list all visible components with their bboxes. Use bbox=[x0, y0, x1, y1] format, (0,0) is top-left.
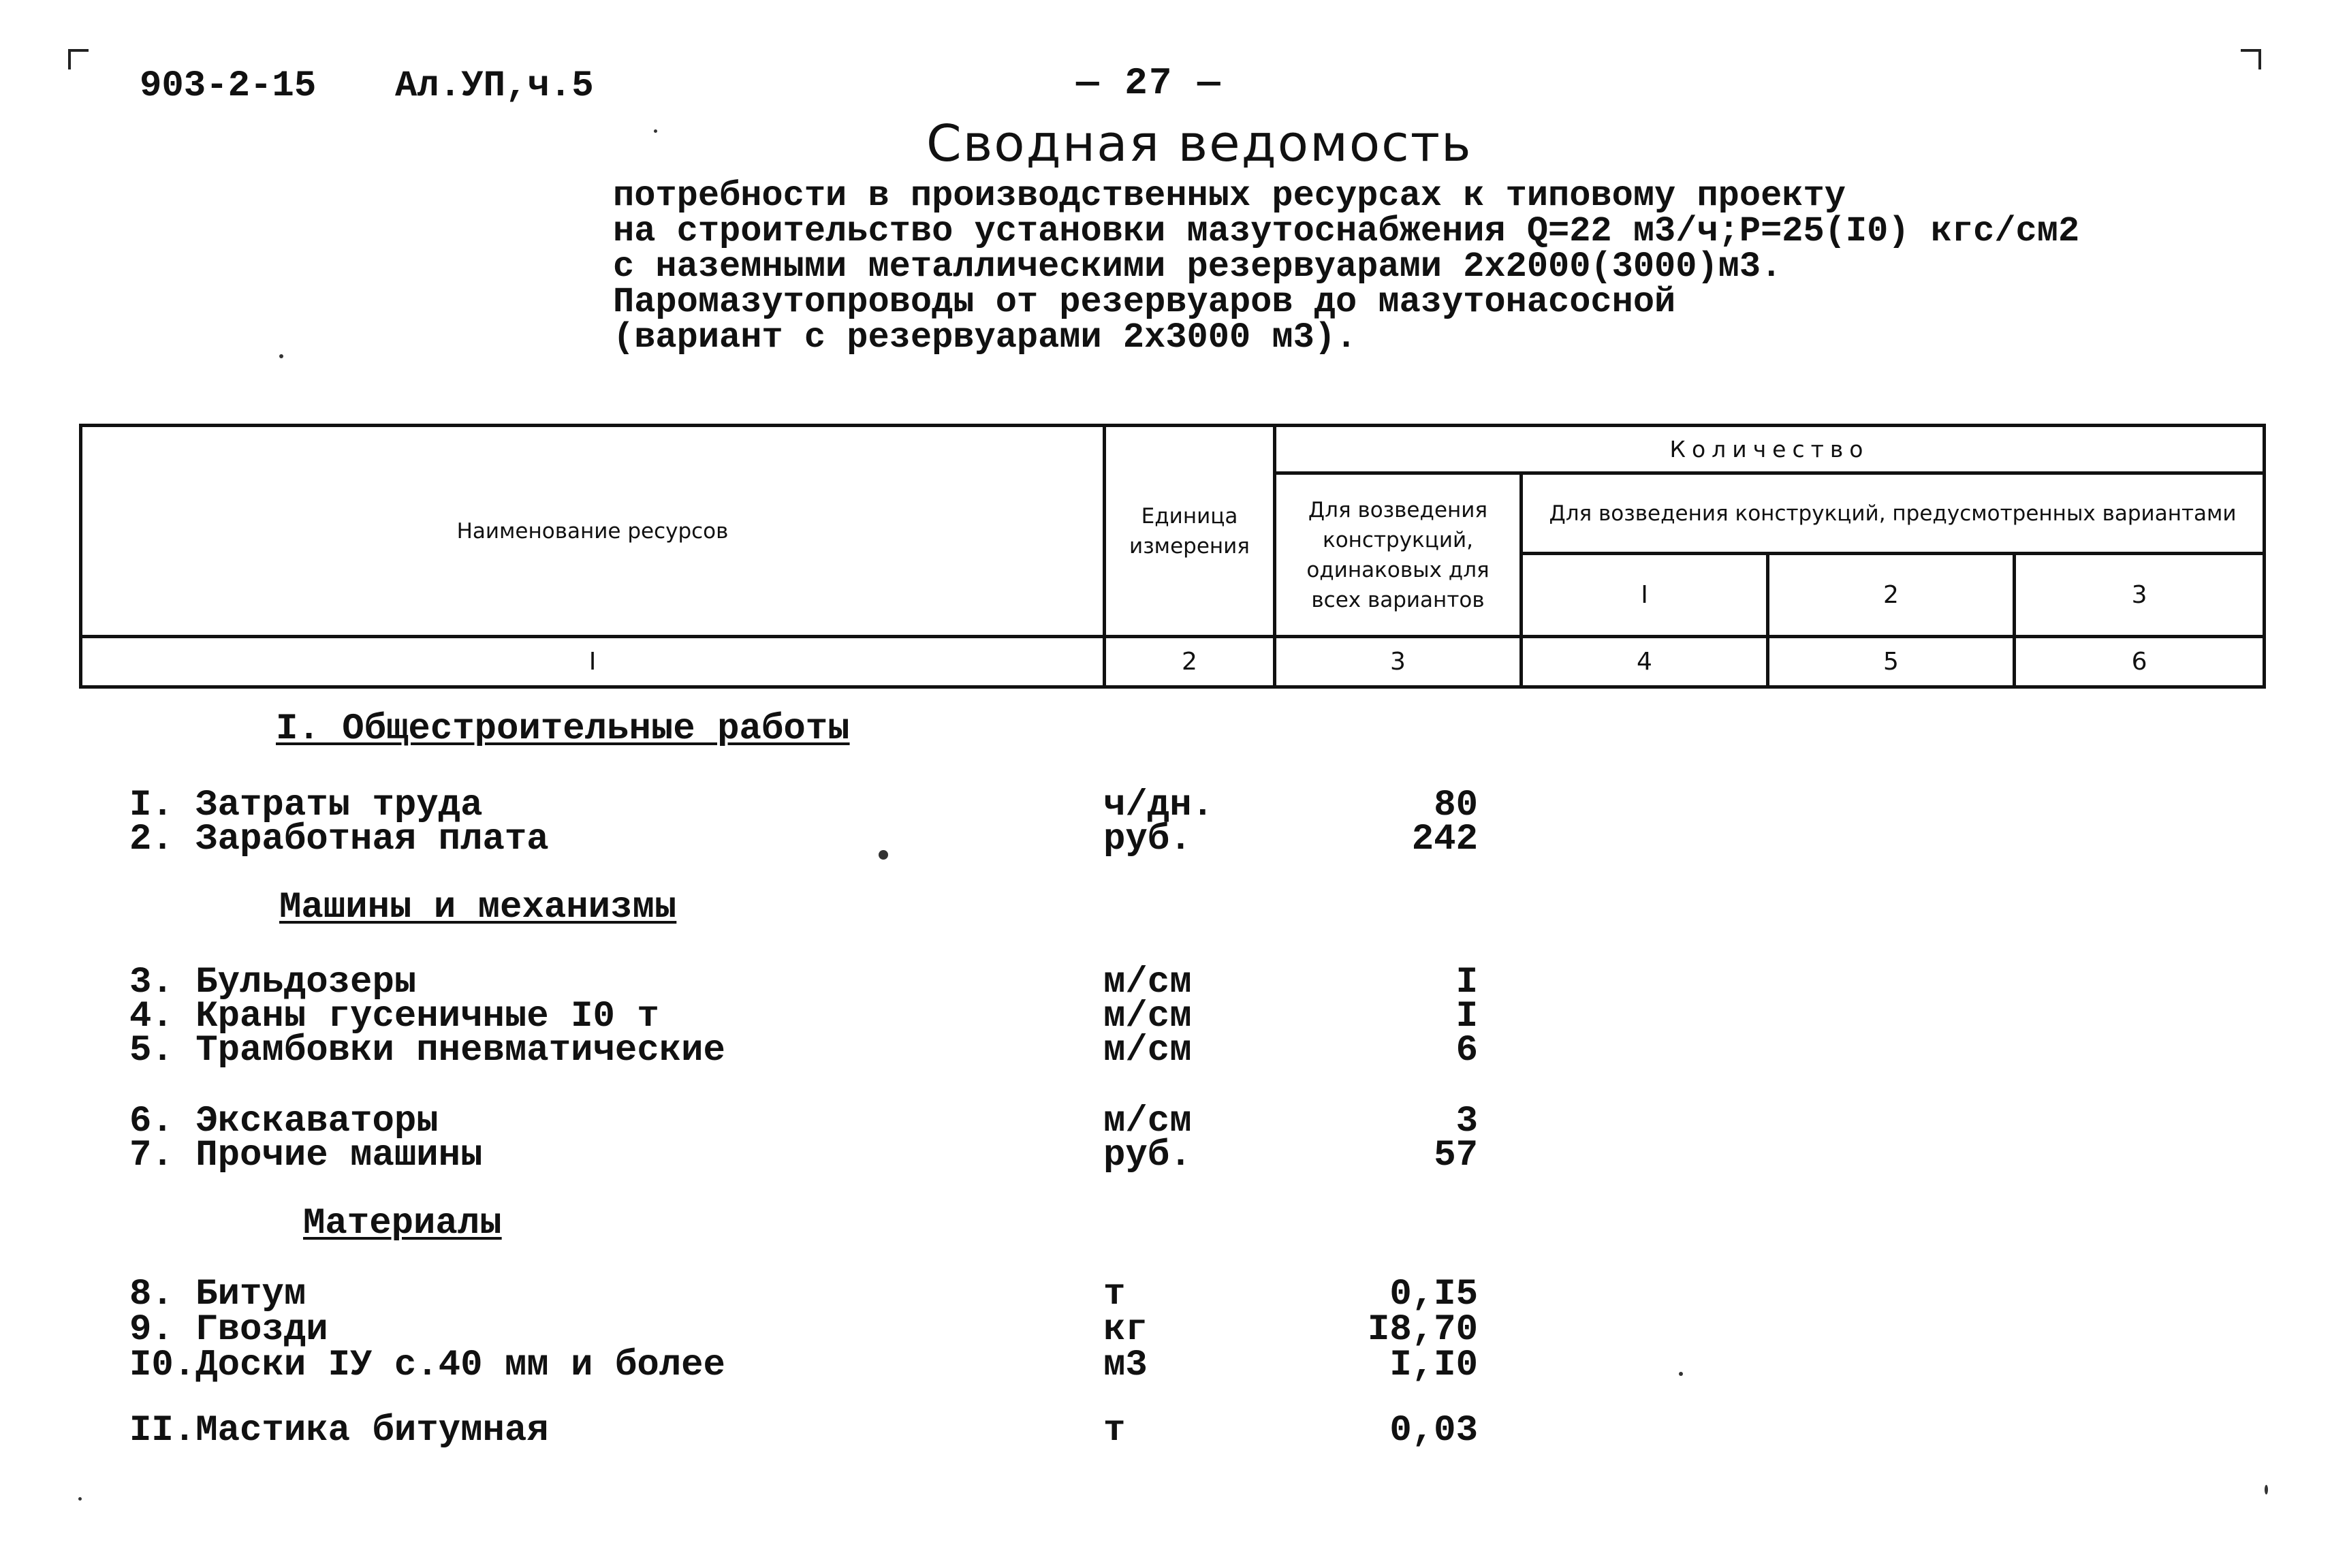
resource-name: 3. Бульдозеры bbox=[129, 962, 417, 1003]
section-title bbox=[276, 708, 850, 750]
subtitle-line: потребности в производственных ресурсах к типовому проекту bbox=[613, 176, 1846, 216]
section-title: Машины и механизмы bbox=[279, 887, 677, 928]
resource-name: 6. Экскаваторы bbox=[129, 1101, 439, 1142]
document-title: Сводная ведомость bbox=[926, 114, 1472, 173]
resource-quantity: I8,70 bbox=[1367, 1309, 1478, 1351]
document-subtitle bbox=[613, 178, 2079, 356]
resource-name: I. Затраты труда bbox=[129, 785, 483, 826]
resource-unit: т bbox=[1103, 1410, 1126, 1452]
scan-speck bbox=[654, 129, 657, 133]
scan-speck bbox=[879, 850, 888, 860]
column-number: 5 bbox=[1768, 637, 2015, 687]
section-title-text: I. Общестроительные работы bbox=[276, 708, 850, 750]
header-variant-constructions: Для возведения конструкций, предусмотренных вариантами bbox=[1522, 473, 2265, 554]
resource-quantity: I bbox=[1455, 962, 1478, 1003]
resource-quantity: 3 bbox=[1455, 1101, 1478, 1142]
resource-unit: т bbox=[1103, 1274, 1126, 1315]
resource-unit: м3 bbox=[1103, 1345, 1148, 1386]
subtitle-line: с наземными металлическими резервуарами 2х2000(3000)м3. bbox=[613, 247, 1782, 287]
resource-quantity: I bbox=[1455, 996, 1478, 1037]
column-number: 6 bbox=[2015, 637, 2265, 687]
header-quantity: Количество bbox=[1275, 426, 2265, 473]
resource-unit: кг bbox=[1103, 1309, 1148, 1351]
scan-speck bbox=[1679, 1372, 1683, 1376]
resource-unit: ч/дн. bbox=[1103, 785, 1214, 826]
header-resource-name: Наименование ресурсов bbox=[81, 426, 1105, 637]
header-variant-2: 2 bbox=[1768, 554, 2015, 637]
column-number: I bbox=[81, 637, 1105, 687]
scan-speck bbox=[78, 1497, 82, 1501]
resource-name: 2. Заработная плата bbox=[129, 819, 549, 860]
corner-mark-top-left bbox=[68, 49, 89, 69]
header-variant-3: 3 bbox=[2015, 554, 2265, 637]
resource-table-header bbox=[79, 424, 2266, 689]
resource-name: 7. Прочие машины bbox=[129, 1135, 483, 1176]
document-code: 903-2-15 bbox=[140, 65, 317, 107]
resource-name: 4. Краны гусеничные I0 т bbox=[129, 996, 659, 1037]
resource-name: 5. Трамбовки пневматические bbox=[129, 1030, 725, 1071]
header-common-constructions: Для возведения конструкций, одинаковых для всех вариантов bbox=[1275, 473, 1522, 637]
resource-quantity: 57 bbox=[1434, 1135, 1478, 1176]
resource-quantity: I,I0 bbox=[1389, 1345, 1478, 1386]
subtitle-line: (вариант с резервуарами 2х3000 м3). bbox=[613, 317, 1357, 358]
resource-unit: м/см bbox=[1103, 1101, 1192, 1142]
page-number: — 27 — bbox=[1076, 61, 1222, 105]
scan-speck bbox=[279, 354, 283, 358]
resource-quantity: 6 bbox=[1455, 1030, 1478, 1071]
header-unit: Единица измерения bbox=[1105, 426, 1275, 637]
column-number: 2 bbox=[1105, 637, 1275, 687]
subtitle-line: на строительство установки мазутоснабжения Q=22 м3/ч;Р=25(I0) кгс/см2 bbox=[613, 211, 2080, 251]
header-variant-1: I bbox=[1522, 554, 1768, 637]
resource-name: II.Мастика битумная bbox=[129, 1410, 549, 1452]
resource-unit: руб. bbox=[1103, 819, 1192, 860]
resource-name: I0.Доски IУ с.40 мм и более bbox=[129, 1345, 725, 1386]
resource-quantity: 80 bbox=[1434, 785, 1478, 826]
resource-quantity: 0,03 bbox=[1389, 1410, 1478, 1452]
resource-quantity: 0,I5 bbox=[1389, 1274, 1478, 1315]
resource-unit: м/см bbox=[1103, 962, 1192, 1003]
resource-name: 8. Битум bbox=[129, 1274, 306, 1315]
album-reference: Ал.УП,ч.5 bbox=[395, 65, 594, 107]
corner-mark-top-right bbox=[2241, 49, 2261, 69]
resource-unit: руб. bbox=[1103, 1135, 1192, 1176]
column-number: 3 bbox=[1275, 637, 1522, 687]
resource-quantity: 242 bbox=[1411, 819, 1478, 860]
section-title: Материалы bbox=[303, 1203, 502, 1244]
resource-unit: м/см bbox=[1103, 996, 1192, 1037]
resource-name: 9. Гвозди bbox=[129, 1309, 328, 1351]
column-number: 4 bbox=[1522, 637, 1768, 687]
resource-unit: м/см bbox=[1103, 1030, 1192, 1071]
scan-speck bbox=[2265, 1485, 2268, 1494]
subtitle-line: Паромазутопроводы от резервуаров до мазутонасосной bbox=[613, 282, 1676, 322]
